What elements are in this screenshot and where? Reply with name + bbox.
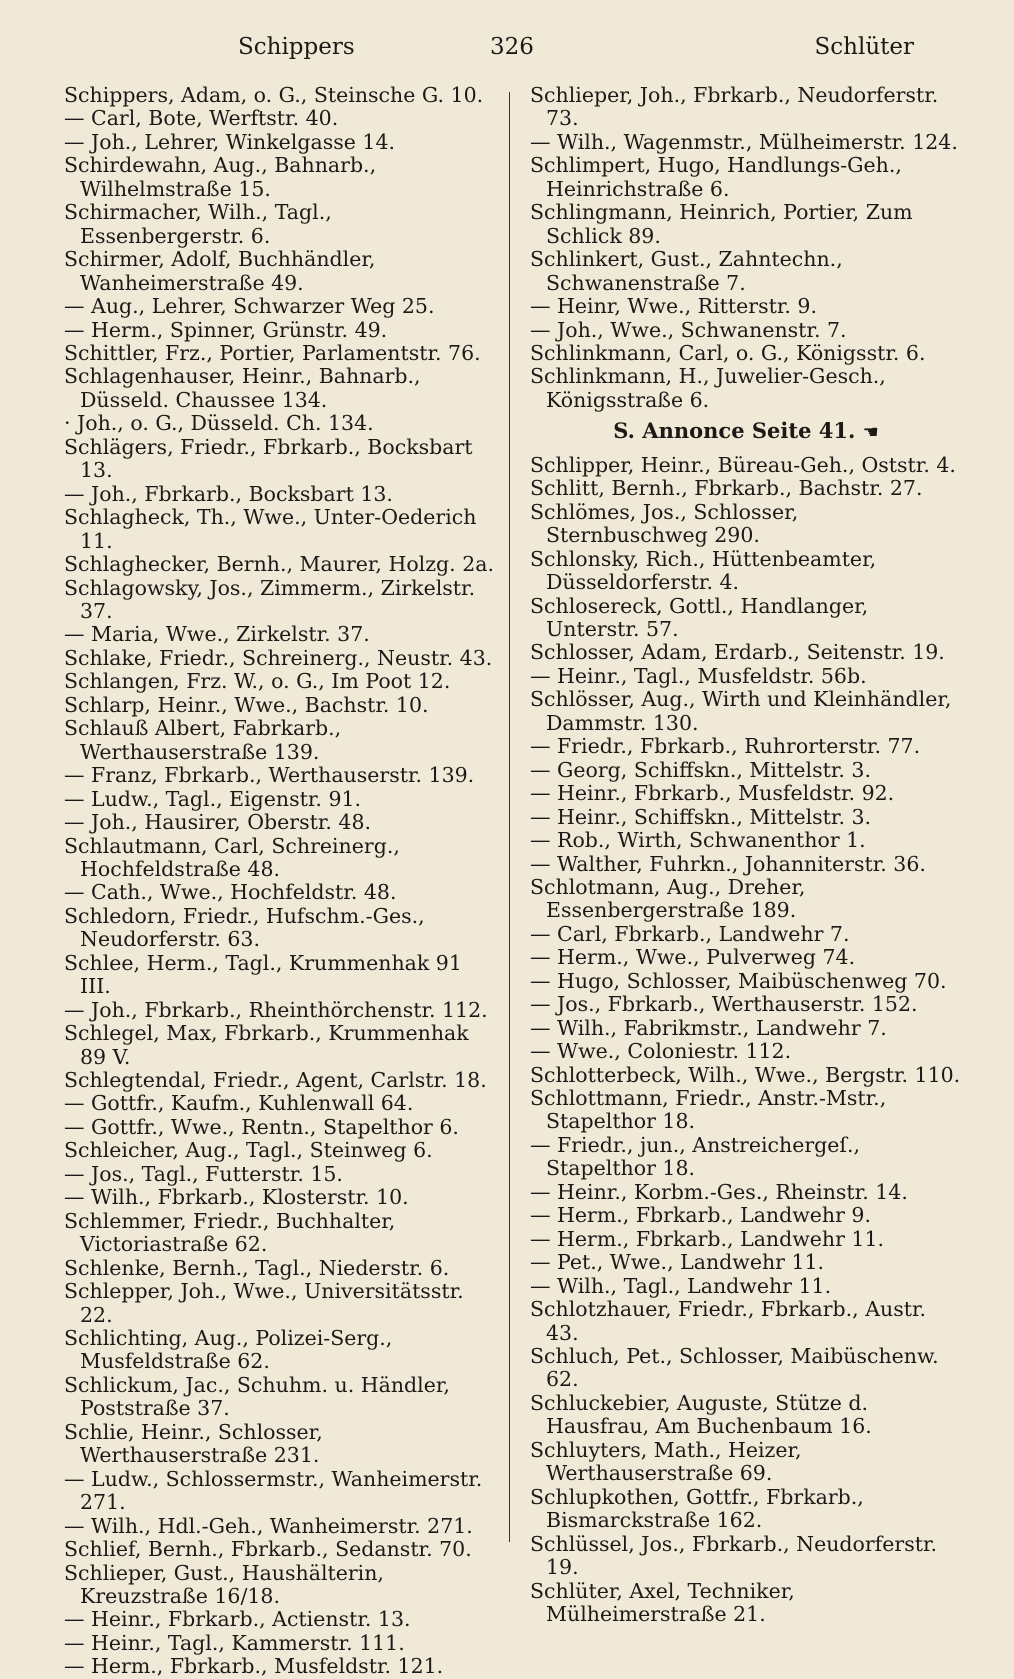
directory-entry: — Joh., Wwe., Schwanenstr. 7.: [530, 317, 847, 342]
directory-entry: — Herm., Fbrkarb., Landwehr 9.: [530, 1203, 871, 1228]
directory-entry: — Maria, Wwe., Zirkelstr. 37.: [64, 622, 370, 647]
directory-entry: — Carl, Bote, Werftstr. 40.: [64, 106, 339, 131]
header-left-word: Schippers: [238, 34, 355, 60]
directory-entry: Schlägers, Friedr., Fbrkarb., Bocksbart 13.: [64, 434, 473, 483]
directory-entry: Schlupkothen, Gottfr., Fbrkarb., Bismarckstraße 162.: [530, 1484, 864, 1533]
directory-entry: — Heinr., Korbm.-Ges., Rheinstr. 14.: [530, 1179, 908, 1204]
directory-entry: — Friedr., Fbrkarb., Ruhrorterstr. 77.: [530, 734, 921, 759]
directory-entry: — Heinr., Tagl., Musfeldstr. 56b.: [530, 663, 867, 688]
directory-entry: Schlickum, Jac., Schuhm. u. Händler, Poststraße 37.: [64, 1372, 450, 1421]
directory-entry: Schlichting, Aug., Polizei-Serg., Musfeldstraße 62.: [64, 1326, 393, 1374]
directory-entry: Schlegtendal, Friedr., Agent, Carlstr. 18.: [64, 1068, 487, 1093]
directory-entry: Schlotterbeck, Wilh., Wwe., Bergstr. 110.: [530, 1062, 961, 1087]
directory-entry: — Heinr., Schiffskn., Mittelstr. 3.: [530, 804, 872, 829]
directory-entry: Schlagheck, Th., Wwe., Unter-Oederich 11.: [64, 505, 477, 553]
right-column-bottom: [530, 454, 962, 1627]
directory-entry: — Herm., Fbrkarb., Musfeldstr. 121.: [64, 1654, 444, 1679]
directory-entry: — Cath., Wwe., Hochfeldstr. 48.: [64, 880, 397, 905]
directory-entry: Schlepper, Joh., Wwe., Universitätsstr. 22.: [64, 1279, 464, 1327]
directory-entry: Schlarp, Heinr., Wwe., Bachstr. 10.: [64, 692, 429, 717]
directory-entry: — Wilh., Wagenmstr., Mülheimerstr. 124.: [530, 129, 958, 154]
directory-entry: Schlie, Heinr., Schlosser, Werthauserstraße 231.: [64, 1419, 323, 1468]
directory-entry: Schlagowsky, Jos., Zimmerm., Zirkelstr. 37.: [64, 575, 476, 623]
directory-entry: — Franz, Fbrkarb., Werthauserstr. 139.: [64, 763, 475, 788]
directory-entry: — Walther, Fuhrkn., Johanniterstr. 36.: [530, 851, 926, 876]
annonce-note: [530, 419, 962, 444]
directory-entry: Schluch, Pet., Schlosser, Maibüschenw. 62.: [530, 1344, 939, 1392]
right-column-top: [530, 84, 962, 412]
directory-entry: — Pet., Wwe., Landwehr 11.: [530, 1250, 825, 1275]
directory-entry: Schirmer, Adolf, Buchhändler, Wanheimerstraße 49.: [64, 247, 376, 295]
directory-entry: — Hugo, Schlosser, Maibüschenweg 70.: [530, 968, 947, 993]
directory-entry: — Gottfr., Wwe., Rentn., Stapelthor 6.: [64, 1114, 459, 1139]
directory-entry: Schlingmann, Heinrich, Portier, Zum Schlick 89.: [530, 200, 913, 248]
right-column: [530, 84, 962, 1626]
directory-entry: Schlottmann, Friedr., Anstr.-Mstr., Stapelthor 18.: [530, 1086, 887, 1134]
directory-entry: Schlieper, Joh., Fbrkarb., Neudorferstr. 73.: [530, 83, 939, 131]
directory-entry: — Heinr., Fbrkarb., Actienstr. 13.: [64, 1607, 411, 1632]
directory-entry: Schlosereck, Gottl., Handlanger, Unterstr. 57.: [530, 593, 869, 641]
directory-entry: — Gottfr., Kaufm., Kuhlenwall 64.: [64, 1091, 414, 1116]
directory-entry: — Herm., Fbrkarb., Landwehr 11.: [530, 1226, 885, 1251]
directory-entry: Schlimpert, Hugo, Handlungs-Geh., Heinrichstraße 6.: [530, 153, 902, 201]
directory-entry: — Heinr., Tagl., Kammerstr. 111.: [64, 1630, 405, 1655]
directory-entry: Schlautmann, Carl, Schreinerg., Hochfeldstraße 48.: [64, 833, 400, 881]
directory-entry: Schlüter, Axel, Techniker, Mülheimerstraße 21.: [530, 1578, 795, 1626]
directory-entry: — Heinr, Wwe., Ritterstr. 9.: [530, 294, 817, 319]
directory-entry: Schlinkmann, H., Juwelier-Gesch., Königsstraße 6.: [530, 364, 886, 412]
directory-entry: Schlinkmann, Carl, o. G., Königsstr. 6.: [530, 340, 926, 365]
directory-entry: Schlonsky, Rich., Hüttenbeamter, Düsseldorferstr. 4.: [530, 546, 877, 595]
directory-entry: Schlüssel, Jos., Fbrkarb., Neudorferstr. 19.: [530, 1531, 938, 1580]
directory-entry: Schlauß Albert, Fabrkarb., Werthauserstraße 139.: [64, 716, 342, 764]
directory-entry: Schlagenhauser, Heinr., Bahnarb., Düsseld. Chaussee 134.: [64, 364, 421, 412]
directory-entry: Schlotmann, Aug., Dreher, Essenbergerstraße 189.: [530, 874, 806, 923]
directory-entry: Schlake, Friedr., Schreinerg., Neustr. 43.: [64, 645, 493, 670]
directory-entry: Schluckebier, Auguste, Stütze d. Hausfrau, Am Buchenbaum 16.: [530, 1390, 872, 1439]
left-column: [64, 84, 496, 1679]
page-header: [60, 34, 954, 74]
directory-entry: — Joh., Hausirer, Oberstr. 48.: [64, 810, 372, 835]
column-divider: [509, 92, 510, 1542]
directory-entry: — Ludw., Schlossermstr., Wanheimerstr. 271.: [64, 1466, 483, 1515]
directory-entry: Schledorn, Friedr., Hufschm.-Ges., Neudorferstr. 63.: [64, 903, 425, 952]
directory-entry: Schlee, Herm., Tagl., Krummenhak 91 III.: [64, 950, 462, 999]
directory-entry: Schippers, Adam, o. G., Steinsche G. 10.: [64, 83, 484, 107]
directory-entry: — Wilh., Fbrkarb., Klosterstr. 10.: [64, 1185, 409, 1210]
directory-entry: — Wilh., Tagl., Landwehr 11.: [530, 1273, 832, 1298]
directory-entry: Schlaghecker, Bernh., Maurer, Holzg. 2a.: [64, 552, 494, 577]
directory-entry: Schlinkert, Gust., Zahntechn., Schwanenstraße 7.: [530, 247, 843, 295]
directory-entry: Schlosser, Adam, Erdarb., Seitenstr. 19.: [530, 640, 945, 665]
directory-entry: Schittler, Frz., Portier, Parlamentstr. 76.: [64, 340, 481, 365]
directory-entry: Schlangen, Frz. W., o. G., Im Poot 12.: [64, 669, 451, 694]
directory-entry: Schlief, Bernh., Fbrkarb., Sedanstr. 70.: [64, 1537, 472, 1562]
directory-entry: Schirdewahn, Aug., Bahnarb., Wilhelmstraße 15.: [64, 153, 377, 201]
directory-entry: — Herm., Wwe., Pulverweg 74.: [530, 945, 856, 970]
directory-entry: — Heinr., Fbrkarb., Musfeldstr. 92.: [530, 781, 895, 806]
directory-entry: — Rob., Wirth, Schwanenthor 1.: [530, 828, 866, 853]
directory-entry: — Wilh., Fabrikmstr., Landwehr 7.: [530, 1015, 887, 1040]
directory-entry: — Carl, Fbrkarb., Landwehr 7.: [530, 921, 850, 946]
directory-entry: — Wilh., Hdl.-Geh., Wanheimerstr. 271.: [64, 1513, 473, 1538]
directory-entry: — Herm., Spinner, Grünstr. 49.: [64, 317, 388, 342]
directory-entry: Schlemmer, Friedr., Buchhalter, Victoriastraße 62.: [64, 1208, 396, 1257]
pointing-hand-icon: ☚: [862, 422, 879, 444]
directory-entry: — Aug., Lehrer, Schwarzer Weg 25.: [64, 294, 435, 319]
directory-entry: · Joh., o. G., Düsseld. Ch. 134.: [64, 411, 374, 436]
directory-entry: — Joh., Lehrer, Winkelgasse 14.: [64, 129, 396, 154]
directory-entry: Schlipper, Heinr., Büreau-Geh., Oststr. 4.: [530, 452, 956, 477]
page-number: 326: [490, 34, 534, 60]
directory-entry: Schlieper, Gust., Haushälterin, Kreuzstraße 16/18.: [64, 1560, 384, 1608]
directory-entry: — Ludw., Tagl., Eigenstr. 91.: [64, 786, 362, 811]
directory-entry: Schlenke, Bernh., Tagl., Niederstr. 6.: [64, 1255, 450, 1280]
directory-entry: — Joh., Fbrkarb., Rheinthörchenstr. 112.: [64, 997, 488, 1022]
directory-entry: — Friedr., jun., Anstreichergeſ., Stapelthor 18.: [530, 1132, 861, 1181]
directory-entry: — Wwe., Coloniestr. 112.: [530, 1039, 792, 1064]
annonce-text: S. Annonce Seite 41.: [613, 418, 856, 444]
directory-entry: Schirmacher, Wilh., Tagl., Essenbergerstr. 6.: [64, 200, 332, 248]
directory-entry: Schlegel, Max, Fbrkarb., Krummenhak 89 V.: [64, 1021, 469, 1069]
directory-entry: — Joh., Fbrkarb., Bocksbart 13.: [64, 481, 393, 506]
directory-entry: Schlotzhauer, Friedr., Fbrkarb., Austr. 43.: [530, 1297, 927, 1345]
directory-entry: Schlösser, Aug., Wirth und Kleinhändler, Dammstr. 130.: [530, 687, 952, 735]
header-right-word: Schlüter: [814, 34, 914, 60]
directory-entry: — Jos., Fbrkarb., Werthauserstr. 152.: [530, 992, 918, 1017]
directory-entry: Schleicher, Aug., Tagl., Steinweg 6.: [64, 1138, 433, 1163]
directory-entry: Schluyters, Math., Heizer, Werthauserstraße 69.: [530, 1437, 802, 1486]
directory-entry: — Georg, Schiffskn., Mittelstr. 3.: [530, 757, 871, 782]
directory-entry: Schlitt, Bernh., Fbrkarb., Bachstr. 27.: [530, 476, 923, 501]
directory-entry: Schlömes, Jos., Schlosser, Sternbuschweg 290.: [530, 499, 799, 548]
directory-entry: — Jos., Tagl., Futterstr. 15.: [64, 1161, 343, 1186]
